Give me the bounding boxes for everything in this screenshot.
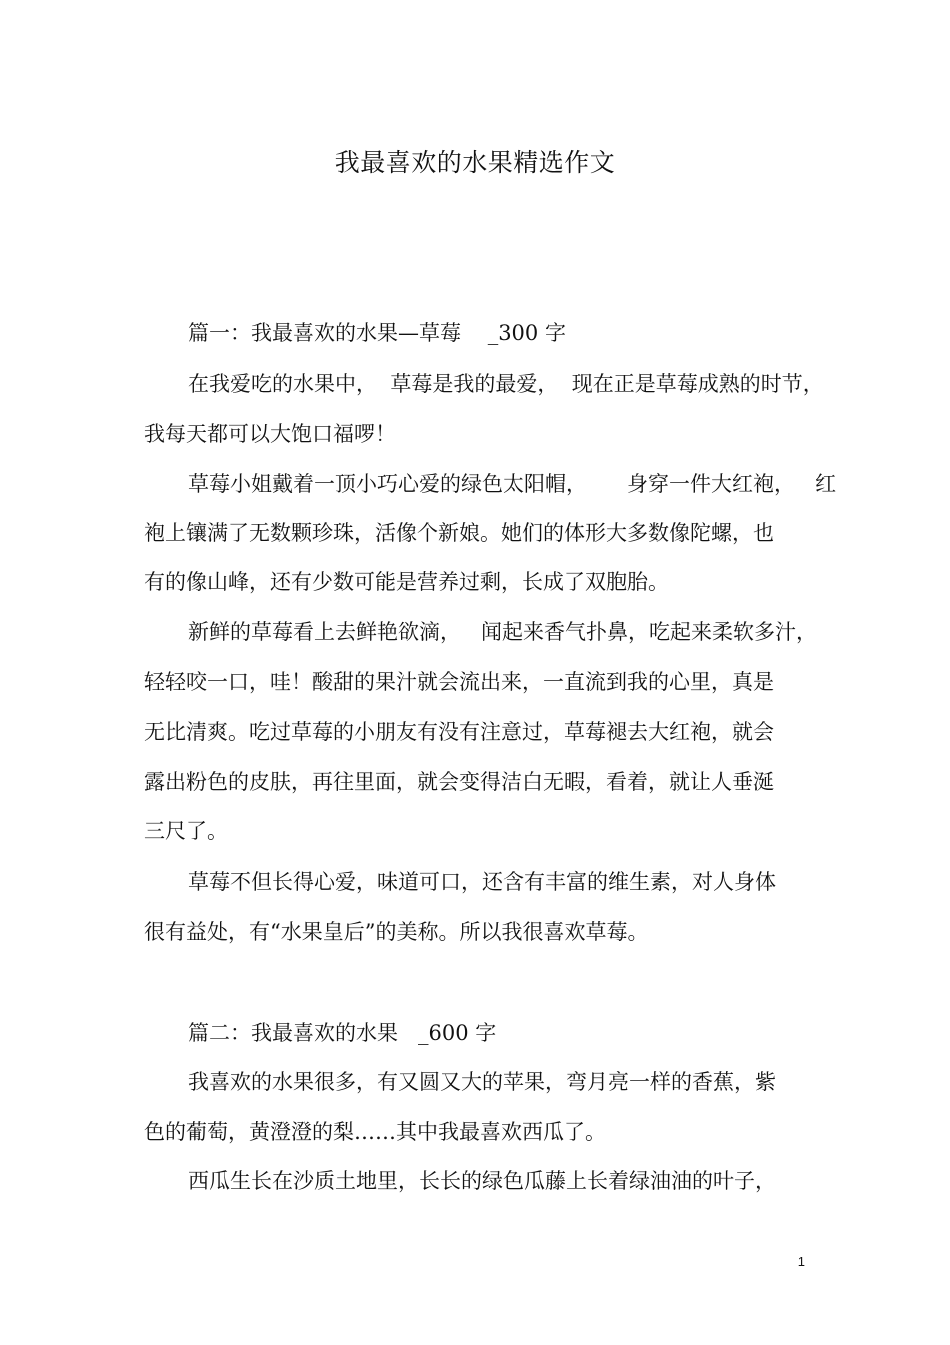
section-1-line: 新鲜的草莓看上去鲜艳欲滴， 闻起来香气扑鼻，吃起来柔软多汁， bbox=[188, 620, 818, 644]
section-1-line: 在我爱吃的水果中， 草莓是我的最爱， 现在正是草莓成熟的时节， bbox=[188, 372, 824, 396]
section-1-line: 草莓不但长得心爱，味道可口，还含有丰富的维生素，对人身体 bbox=[188, 870, 776, 894]
section-1-line: 很有益处，有“水果皇后”的美称。所以我很喜欢草莓。 bbox=[144, 920, 649, 944]
section-1-line: 露出粉色的皮肤，再往里面，就会变得洁白无暇，看着，就让人垂涎 bbox=[144, 770, 774, 794]
section-2-line: 色的葡萄，黄澄澄的梨……其中我最喜欢西瓜了。 bbox=[144, 1120, 606, 1144]
section-1-heading: 篇一：我最喜欢的水果—草莓 _300 字 bbox=[188, 321, 566, 345]
page-number: 1 bbox=[797, 1254, 805, 1269]
section-2-line: 西瓜生长在沙质土地里，长长的绿色瓜藤上长着绿油油的叶子， bbox=[188, 1169, 776, 1193]
document-title: 我最喜欢的水果精选作文 bbox=[334, 148, 616, 177]
section-1-line: 草莓小姐戴着一顶小巧心爱的绿色太阳帽， 身穿一件大红袍， 红 bbox=[188, 472, 837, 496]
section-2-line: 我喜欢的水果很多，有又圆又大的苹果，弯月亮一样的香蕉，紫 bbox=[188, 1070, 776, 1094]
section-1-line: 三尺了。 bbox=[144, 819, 228, 843]
section-2-heading: 篇二：我最喜欢的水果 _600 字 bbox=[188, 1021, 497, 1045]
section-1-line: 无比清爽。吃过草莓的小朋友有没有注意过，草莓褪去大红袍，就会 bbox=[144, 720, 774, 744]
section-1-line: 我每天都可以大饱口福啰！ bbox=[144, 422, 396, 446]
section-1-line: 轻轻咬一口，哇！酸甜的果汁就会流出来，一直流到我的心里，真是 bbox=[144, 670, 774, 694]
section-1-line: 袍上镶满了无数颗珍珠，活像个新娘。她们的体形大多数像陀螺，也 bbox=[144, 521, 774, 545]
section-1-line: 有的像山峰，还有少数可能是营养过剩，长成了双胞胎。 bbox=[144, 570, 669, 594]
